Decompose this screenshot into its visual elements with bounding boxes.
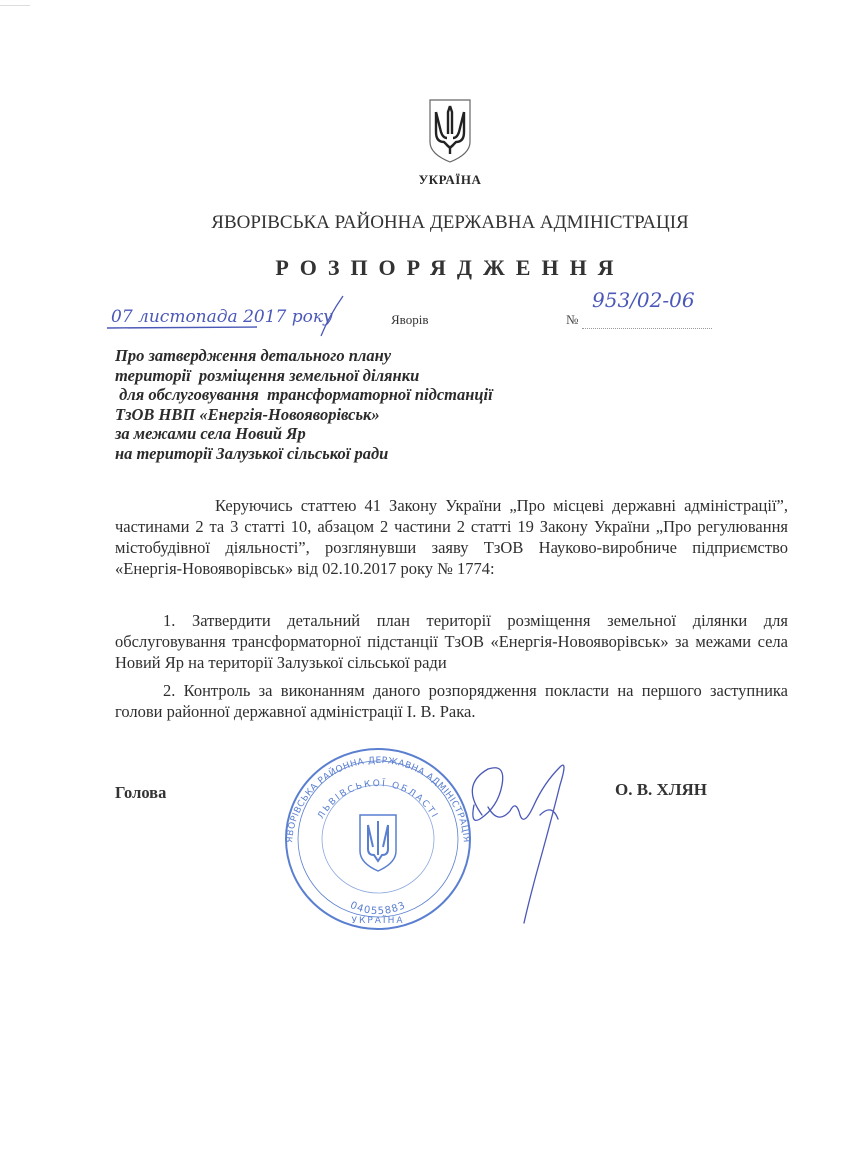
handwritten-date <box>107 290 347 340</box>
date-underline <box>107 327 257 328</box>
subject-line: на території Залузької сільської ради <box>115 443 389 463</box>
order-item-1: 1. Затвердити детальний план території розміщення земельної ділянки для обслуговування трансформаторної підстанції ТзОВ «Енергія-Новояворівськ» за межами села Новий Яр на території Залузької сільської ради <box>115 611 788 672</box>
signatory-role: Голова <box>115 783 167 802</box>
handwritten-date-text: 07 листопада 2017 року <box>111 307 333 327</box>
stamp-outer-text: ЯВОРІВСЬКА РАЙОННА ДЕРЖАВНА АДМІНІСТРАЦІЯ <box>285 755 471 844</box>
organization-title: ЯВОРІВСЬКА РАЙОННА ДЕРЖАВНА АДМІНІСТРАЦІЯ <box>211 212 689 233</box>
subject-line: для обслуговування трансформаторної підстанції <box>115 385 493 404</box>
scan-edge-mark <box>0 5 30 6</box>
subject-line: Про затвердження детального плану <box>115 346 392 365</box>
stamp-code: 04055883 <box>348 899 408 918</box>
city-label: Яворів <box>391 312 429 327</box>
preamble-paragraph: Керуючись статтею 41 Закону України „Про місцеві державні адміністрації”, частинами 2 та 3 статті 10, абзацом 2 частини 2 статті 19 Закону України „Про регулювання містобудівної діяльності”, розглянувши заяву ТзОВ Науково-виробниче підприємство «Енергія-Новояворівськ» від 02.10.2017 року № 1774: <box>115 496 788 578</box>
stamp-trident-icon <box>360 815 396 871</box>
trident-coat-of-arms-icon <box>428 98 472 164</box>
stamp-inner-text: ЛЬВІВСЬКОЇ ОБЛАСТІ <box>316 779 440 821</box>
subject-line: за межами села Новий Яр <box>115 424 306 443</box>
subject-line: території розміщення земельної ділянки <box>115 365 420 385</box>
number-line <box>582 328 712 329</box>
order-item-2: 2. Контроль за виконанням даного розпорядження покласти на першого заступника голови районної державної адміністрації І. В. Рака. <box>115 681 788 721</box>
subject-block <box>115 346 493 463</box>
document-type-title: РОЗПОРЯДЖЕННЯ <box>275 255 625 280</box>
handwritten-number: 953/02-06 <box>592 288 695 312</box>
number-sign: № <box>566 312 579 327</box>
subject-line: ТзОВ НВП «Енергія-Новояворівськ» <box>115 404 380 424</box>
stamp-bottom-text: УКРАЇНА <box>351 916 405 926</box>
handwritten-signature <box>440 755 600 925</box>
signatory-name: О. В. ХЛЯН <box>615 780 708 799</box>
country-title: УКРАЇНА <box>418 172 482 187</box>
